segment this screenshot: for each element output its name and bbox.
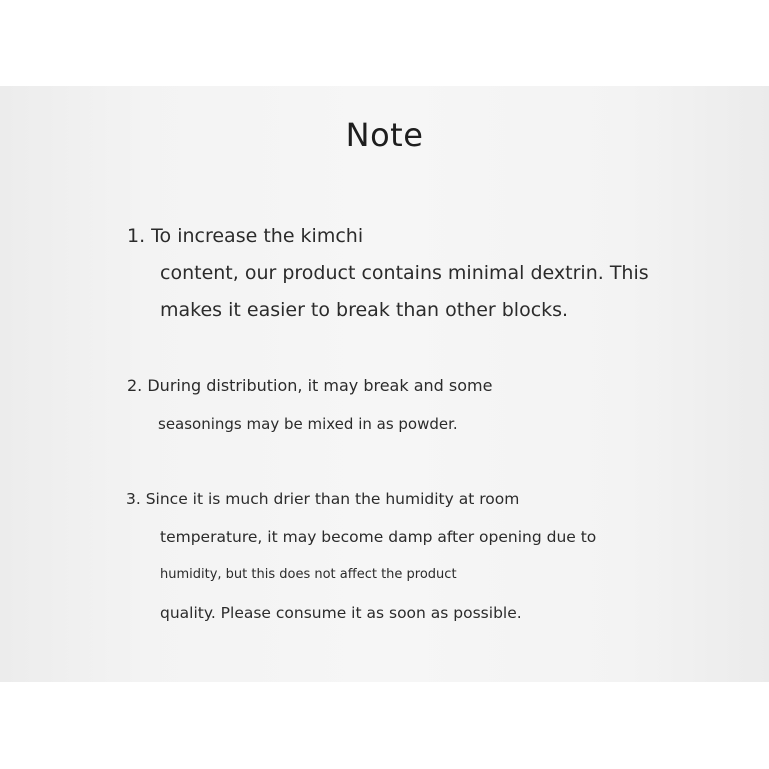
note-2-line-2: seasonings may be mixed in as powder. — [158, 415, 458, 433]
note-3-line-1: 3. Since it is much drier than the humidity at room — [126, 490, 520, 508]
page-title: Note — [345, 116, 424, 154]
note-3-line-2: temperature, it may become damp after opening due to — [160, 528, 597, 546]
note-2-line-1: 2. During distribution, it may break and some — [127, 376, 493, 395]
note-1-line-2: content, our product contains minimal dextrin. This — [160, 262, 649, 284]
note-1-line-1: 1. To increase the kimchi — [127, 225, 364, 247]
note-1-line-3: makes it easier to break than other blocks. — [160, 299, 569, 321]
note-3-line-3: humidity, but this does not affect the product — [160, 567, 457, 582]
note-3-line-4: quality. Please consume it as soon as possible. — [160, 604, 522, 622]
